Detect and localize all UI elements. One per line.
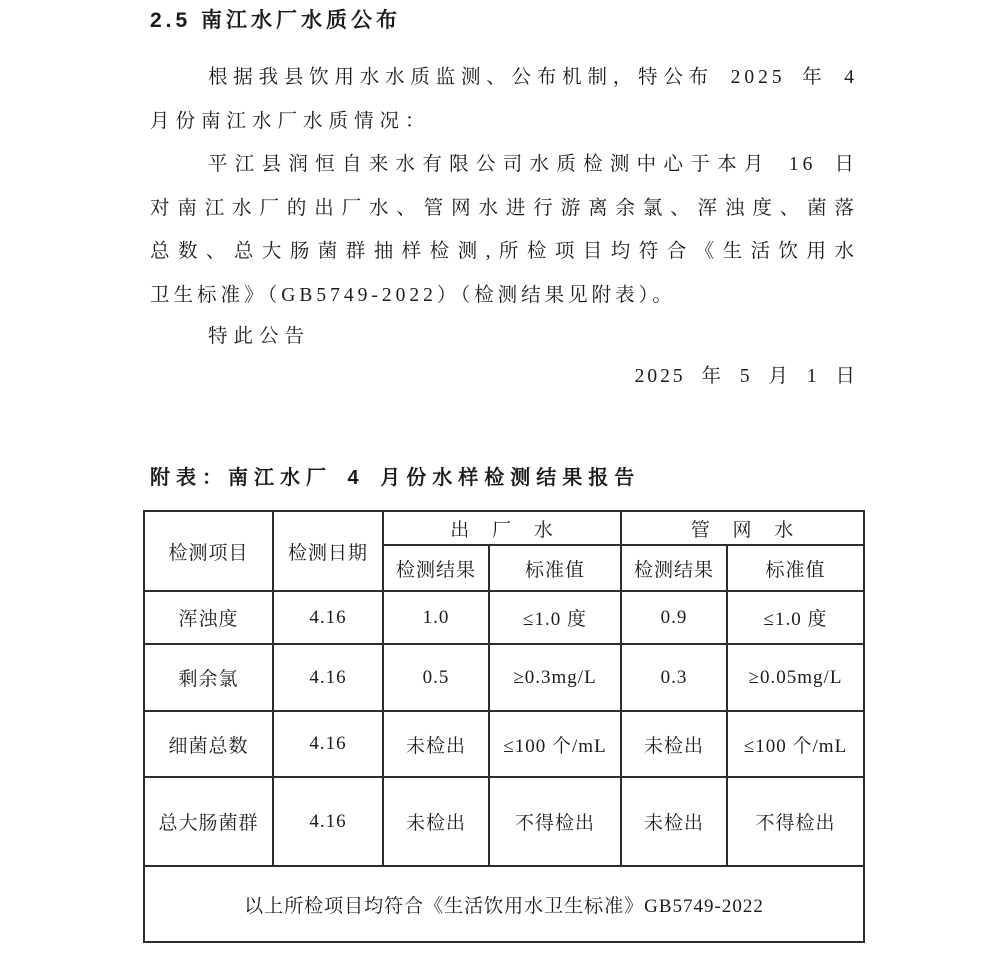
- table-row: [144, 777, 864, 866]
- cell-factory-result: 未检出: [383, 711, 489, 777]
- results-table: [143, 510, 865, 943]
- cell-factory-standard: ≤1.0 度: [489, 591, 621, 644]
- cell-pipeline-standard: 不得检出: [727, 777, 864, 866]
- header-row-1: [144, 511, 864, 545]
- table-row: [144, 591, 864, 644]
- paragraph-line: 总数、总大肠菌群抽样检测,所检项目均符合《生活饮用水: [150, 241, 858, 262]
- cell-pipeline-standard: ≥0.05mg/L: [727, 644, 864, 711]
- cell-pipeline-result: 0.9: [621, 591, 727, 644]
- cell-item: 总大肠菌群: [144, 777, 273, 866]
- cell-factory-result: 1.0: [383, 591, 489, 644]
- cell-date: 4.16: [273, 644, 383, 711]
- table-row: [144, 711, 864, 777]
- header-date: 检测日期: [273, 511, 383, 591]
- header-pipeline-standard: 标准值: [727, 545, 864, 591]
- body-text: [0, 56, 1000, 397]
- header-factory-result: 检测结果: [383, 545, 489, 591]
- date-text: 2025 年 5 月 1 日: [634, 366, 858, 387]
- cell-factory-standard: 不得检出: [489, 777, 621, 866]
- cell-factory-standard: ≥0.3mg/L: [489, 644, 621, 711]
- paragraph-line: 平江县润恒自来水有限公司水质检测中心于本月 16 日: [208, 154, 858, 175]
- table-caption: 附表：南江水厂 4 月份水样检测结果报告: [150, 467, 641, 489]
- cell-pipeline-standard: ≤1.0 度: [727, 591, 864, 644]
- cell-pipeline-result: 未检出: [621, 777, 727, 866]
- table-footnote: 以上所检项目均符合《生活饮用水卫生标准》GB5749-2022: [144, 866, 864, 942]
- footer-row: [144, 866, 864, 942]
- paragraph-line: 对南江水厂的出厂水、管网水进行游离余氯、浑浊度、菌落: [150, 197, 858, 219]
- header-pipeline-water: 管 网 水: [621, 511, 864, 545]
- cell-pipeline-result: 未检出: [621, 711, 727, 777]
- cell-factory-result: 0.5: [383, 644, 489, 711]
- cell-date: 4.16: [273, 711, 383, 777]
- header-factory-standard: 标准值: [489, 545, 621, 591]
- cell-item: 剩余氯: [144, 644, 273, 711]
- cell-pipeline-standard: ≤100 个/mL: [727, 711, 864, 777]
- closing-text: 特此公告: [208, 326, 311, 347]
- header-item: 检测项目: [144, 511, 273, 591]
- section-heading: 2.5 南江水厂水质公布: [150, 9, 402, 32]
- cell-date: 4.16: [273, 591, 383, 644]
- paragraph-line: 根据我县饮用水水质监测、公布机制，特公布 2025 年 4: [208, 67, 858, 88]
- cell-item: 浑浊度: [144, 591, 273, 644]
- paragraph-line: 月份南江水厂水质情况：: [150, 110, 431, 132]
- table-row: [144, 644, 864, 711]
- cell-item: 细菌总数: [144, 711, 273, 777]
- cell-factory-result: 未检出: [383, 777, 489, 866]
- cell-pipeline-result: 0.3: [621, 644, 727, 711]
- paragraph-line: 卫生标准》（GB5749-2022）（检测结果见附表）。: [150, 284, 676, 306]
- cell-date: 4.16: [273, 777, 383, 866]
- header-pipeline-result: 检测结果: [621, 545, 727, 591]
- header-factory-water: 出 厂 水: [383, 511, 621, 545]
- cell-factory-standard: ≤100 个/mL: [489, 711, 621, 777]
